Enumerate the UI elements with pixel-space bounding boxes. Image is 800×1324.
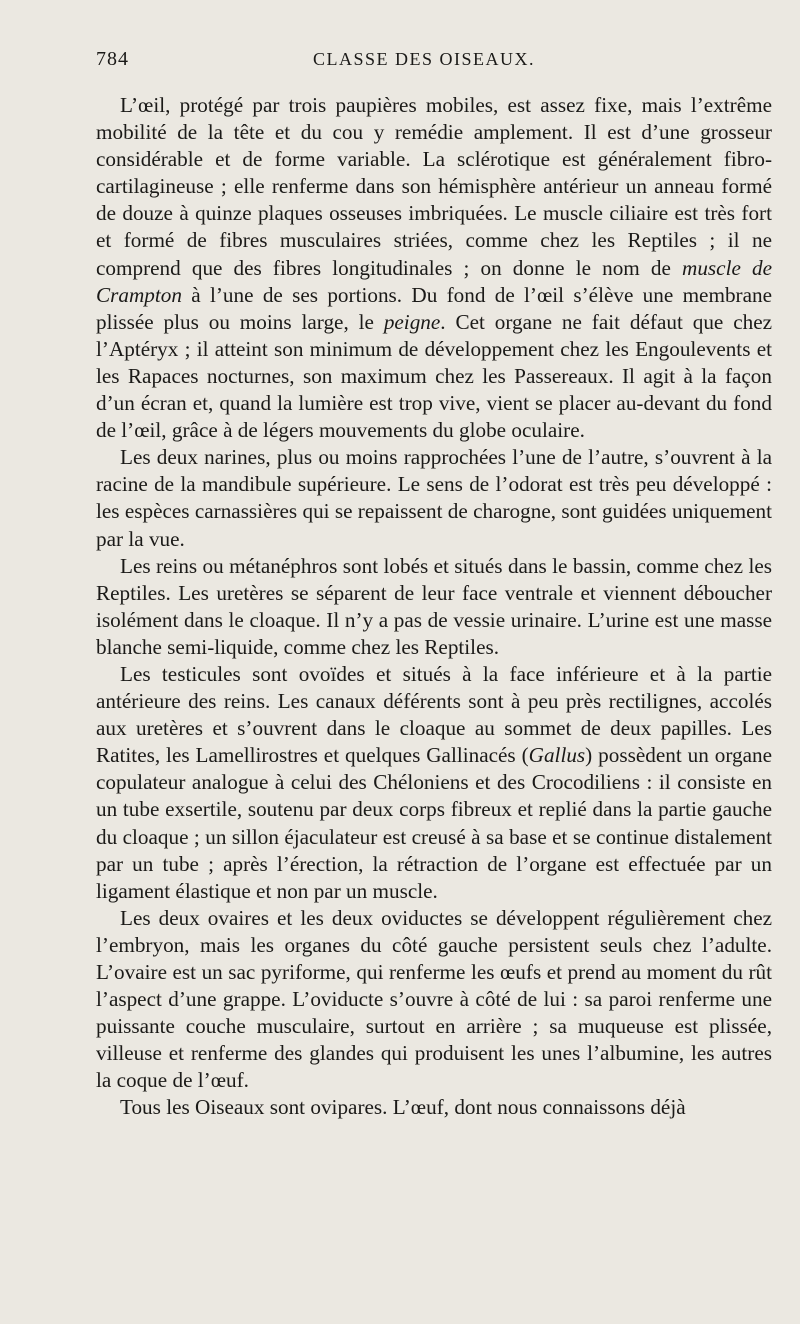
text-run: à l’une de ses portions. Du fond de l’œil s’élève une membrane plissée plus ou moins large, le	[96, 282, 772, 334]
text-run: Les reins ou métanéphros sont lobés et situés dans le bassin, comme chez les Reptiles. Les uretères se séparent de leur face ventrale et viennent déboucher isolément dans le cloaque. Il n’y a pas de vessie urinaire. L’urine est une masse blanche semi-liquide, comme chez les Reptiles.	[96, 553, 772, 659]
text-run: Les testicules sont ovoïdes et situés à la face inférieure et à la partie antérieure des reins. Les canaux déférents sont à peu près rectilignes, accolés aux uretères et s’ouvrent dans le cloaque au sommet de deux papilles. Les Ratites, les Lamellirostres et quelques Gallinacés (	[96, 661, 772, 768]
page-header	[96, 48, 772, 82]
text-run: Les deux narines, plus ou moins rapprochées l’une de l’autre, s’ouvrent à la racine de la mandibule supérieure. Le sens de l’odorat est très peu développé : les espèces carnassières qui se repaissent de charogne, sont guidées uniquement par la vue.	[96, 445, 773, 551]
text-run: Les deux ovaires et les deux oviductes se développent régulièrement chez l’embryon, mais les organes du côté gauche persistent seuls chez l’adulte. L’ovaire est un sac pyriforme, qui renferme les œufs et prend au moment du rût l’aspect d’une grappe. L’oviducte s’ouvre à côté de lui : sa paroi renferme une puissante couche musculaire, surtout en arrière ; sa muqueuse est plissée, villeuse et renferme des glandes qui produisent les unes l’albumine, les autres la coque de l’œuf.	[96, 905, 772, 1093]
paragraph-eye	[96, 92, 772, 444]
paragraph-ovaries	[96, 905, 772, 1095]
italic-term: Gallus	[528, 743, 586, 768]
text-run: Tous les Oiseaux sont ovipares. L’œuf, dont nous connaissons déjà	[120, 1095, 686, 1120]
body-text	[96, 92, 772, 1122]
italic-term: muscle de Crampton	[96, 255, 772, 307]
page-number: 784	[96, 48, 129, 70]
paragraph-oviparous	[96, 1094, 772, 1121]
text-run: . Cet organe ne fait défaut que chez l’Aptéryx ; il atteint son minimum de développement chez les Engoulevents et les Rapaces nocturnes, son maximum chez les Passereaux. Il agit à la façon d’un écran et, quand la lumière est trop vive, vient se placer au-devant du fond de l’œil, grâce à de légers mouvements du globe oculaire.	[96, 309, 773, 443]
paragraph-kidneys	[96, 553, 772, 661]
text-run: ) possèdent un organe copulateur analogue à celui des Chéloniens et des Crocodiliens : il consiste en un tube exsertile, soutenu par deux corps fibreux et replié dans la partie gauche du cloaque ; un sillon éjaculateur est creusé à sa base et se continue distalement par un tube ; après l’érection, la rétraction de l’organe est effectuée par un ligament élastique et non par un muscle.	[96, 743, 772, 903]
paragraph-nostrils	[96, 444, 772, 552]
italic-term: peigne	[383, 309, 441, 334]
running-head: CLASSE DES OISEAUX.	[312, 49, 536, 69]
paragraph-testicles	[96, 661, 772, 905]
text-run: L’œil, protégé par trois paupières mobiles, est assez fixe, mais l’extrême mobilité de la tête et du cou y remédie amplement. Il est d’une grosseur considérable et de forme variable. La sclérotique est généralement fibro-cartilagineuse ; elle renferme dans son hémisphère antérieur un anneau formé de douze à quinze plaques osseuses imbriquées. Le muscle ciliaire est très fort et formé de fibres musculaires striées, comme chez les Reptiles ; il ne comprend que des fibres longitudinales ; on donne le nom de	[96, 93, 772, 280]
